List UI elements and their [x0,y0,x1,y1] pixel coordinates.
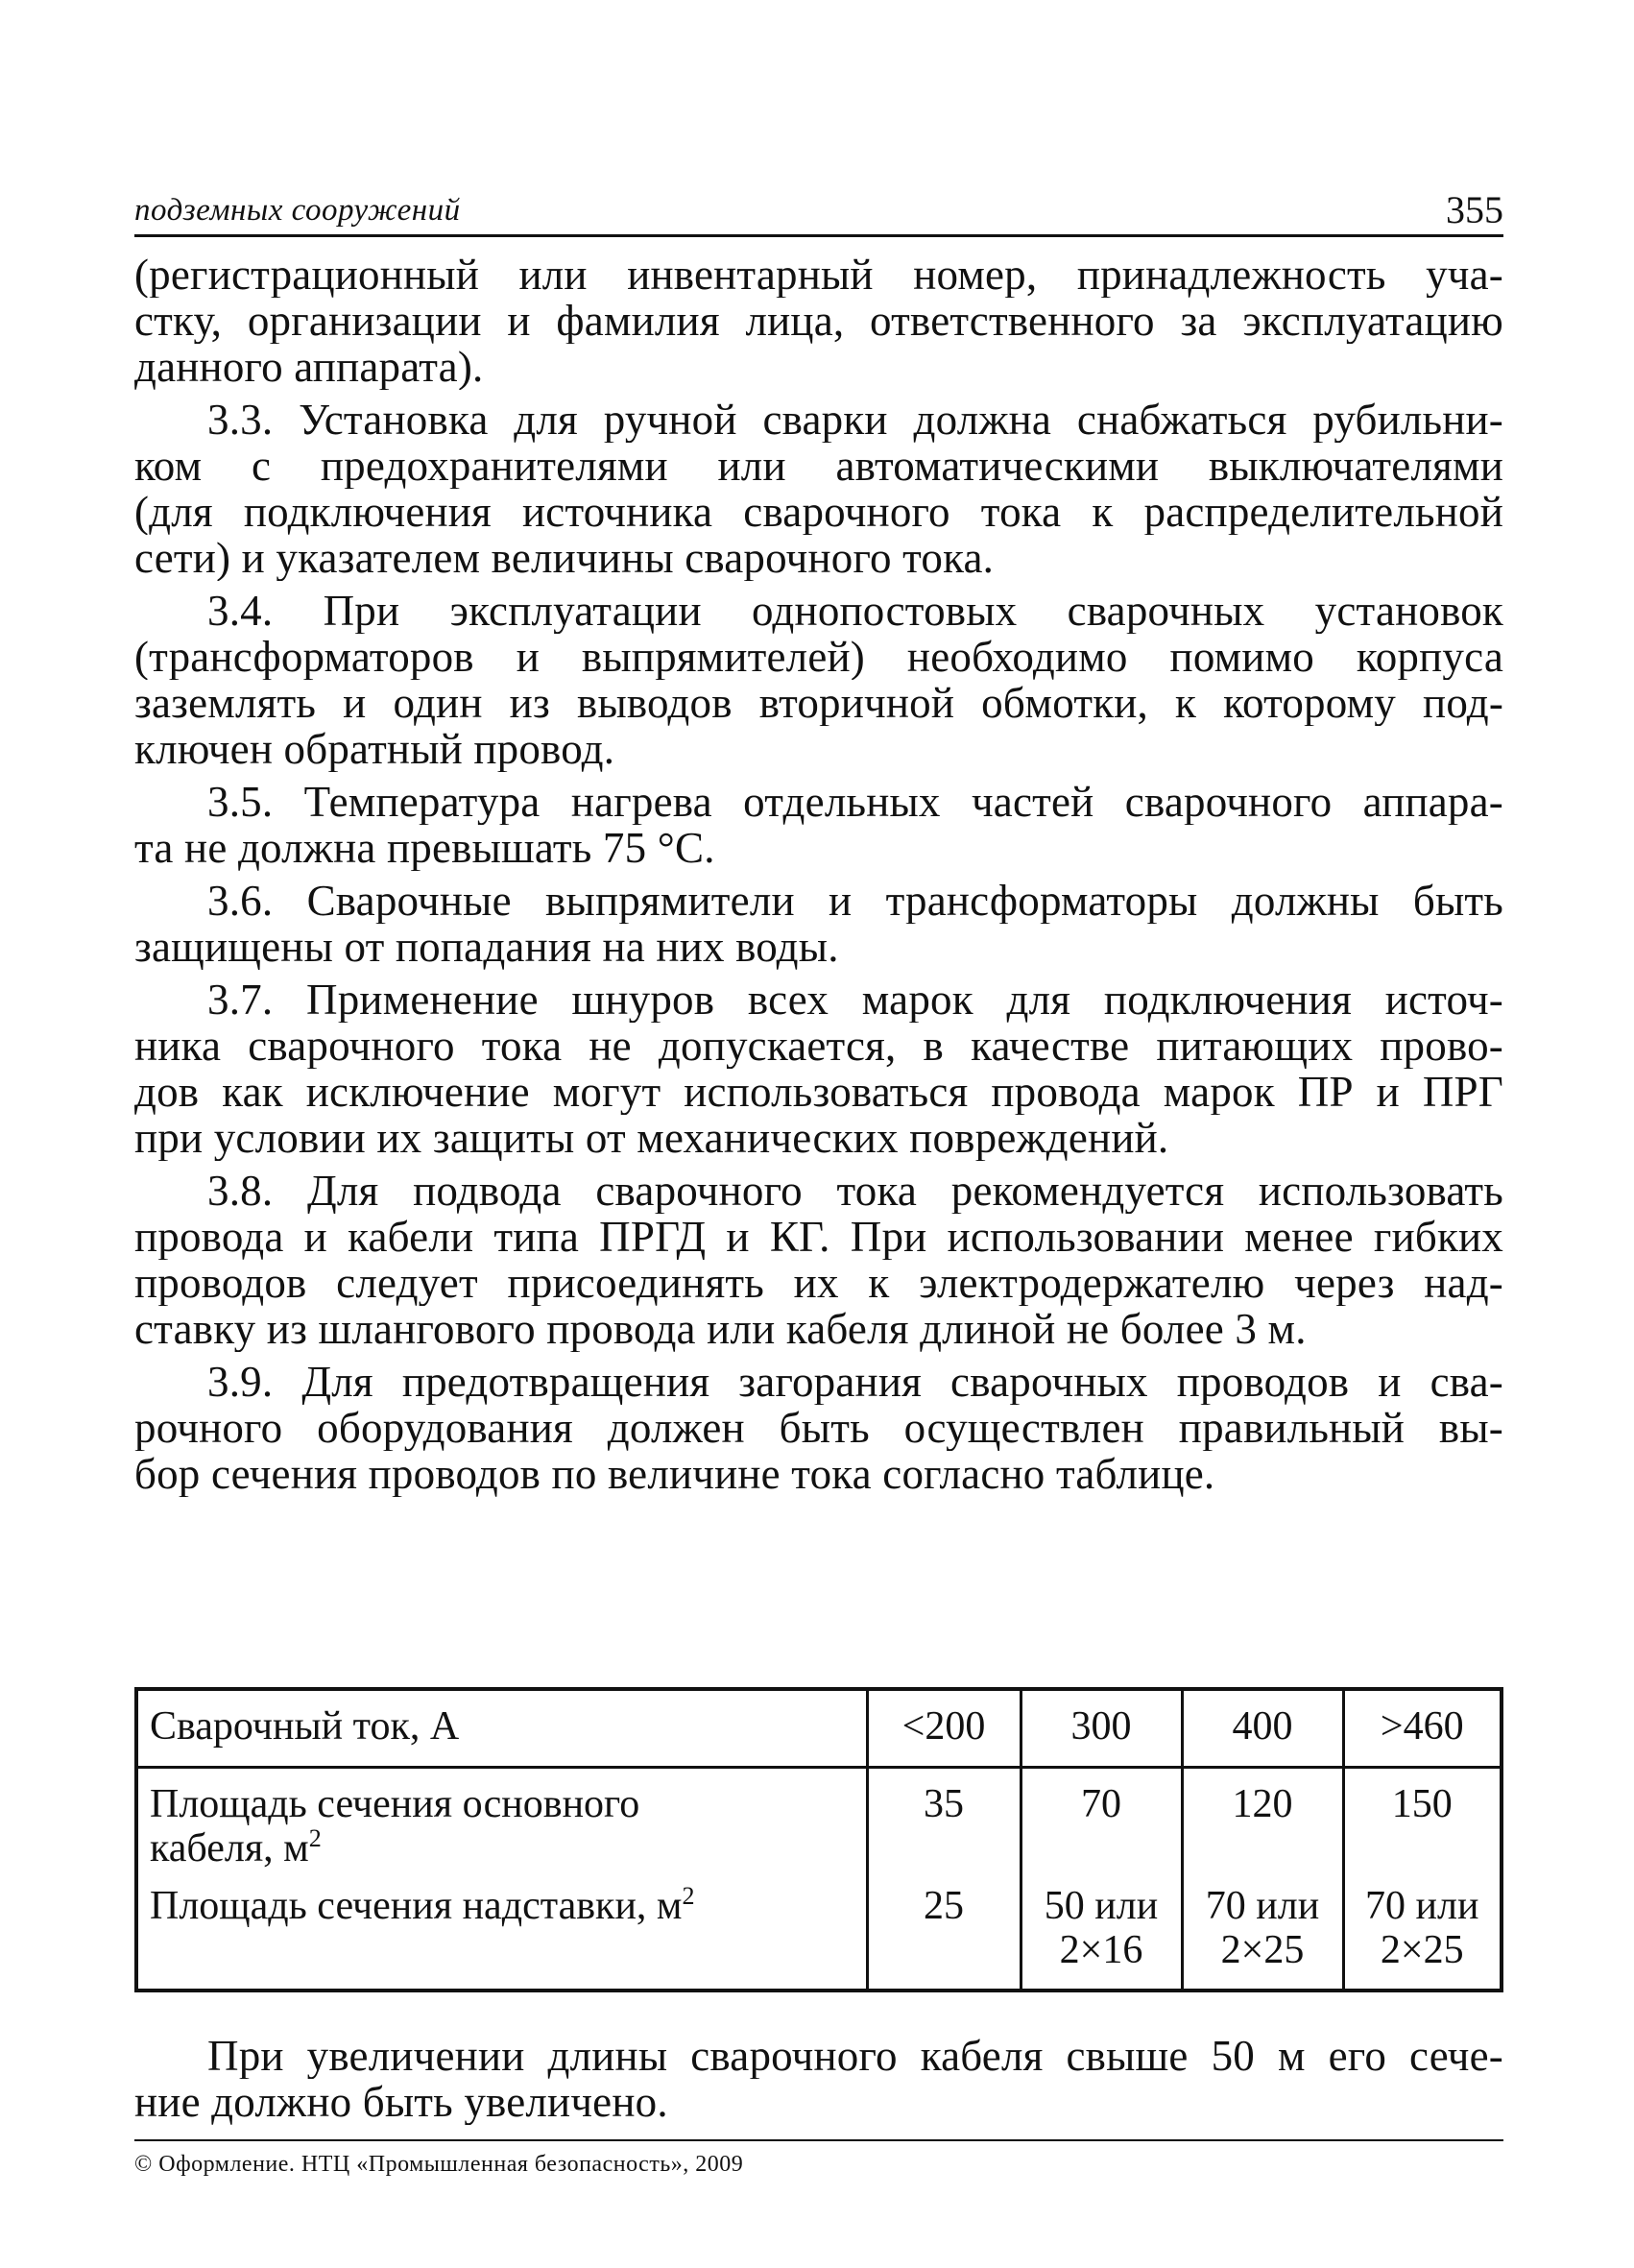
unit-exponent: 2 [682,1882,695,1910]
text-line: рочного оборудования должен быть осуществлен правильный вы- [134,1405,1503,1451]
text-line: 3.6. Сварочные выпрямители и трансформаторы должны быть [207,878,1503,924]
body-text [134,252,1503,1497]
text-line: провода и кабели типа ПРГД и КГ. При использовании менее гибких [134,1214,1503,1260]
current-value: >460 [1380,1704,1464,1749]
paragraph-3-6 [134,878,1503,970]
text-line: та не должна превышать 75 °С. [134,825,715,871]
running-head: подземных сооружений [134,193,461,228]
text-line: защищены от попадания на них воды. [134,924,839,970]
text-line: дов как исключение могут использоваться провода марок ПР и ПРГ [134,1069,1503,1115]
paragraph-3-9 [134,1359,1503,1497]
footer-rule [134,2139,1503,2141]
paragraph-3-3 [134,397,1503,581]
extension-value: 50 или [1044,1884,1159,1928]
row-label-main-cable-line1: Площадь сечения основного [150,1782,640,1826]
table-header-cell [1182,1691,1343,1768]
paragraph [134,252,1503,390]
text-line: (регистрационный или инвентарный номер, принадлежность уча- [134,252,1503,298]
text-line: ставку из шлангового провода или кабеля длиной не более 3 м. [134,1306,1307,1352]
table-cell [1021,1768,1182,1990]
extension-value: 70 или [1365,1884,1479,1928]
extension-value: 25 [924,1884,964,1928]
row-label-main-cable-line2 [150,1826,856,1870]
row-labels [138,1769,866,1928]
text-line: данного аппарата). [134,344,484,390]
text-line: ние должно быть увеличено. [134,2079,668,2125]
page-number: 355 [1446,188,1503,231]
extension-value-alt: 2×16 [1059,1928,1143,1972]
current-value: <200 [901,1704,986,1749]
table-header-cell [1021,1691,1182,1768]
copyright-notice: © Оформление. НТЦ «Промышленная безопасность», 2009 [134,2152,744,2177]
text-line: стку, организации и фамилия лица, ответственного за эксплуатацию [134,298,1503,344]
paragraph-3-8 [134,1168,1503,1352]
main-cable-value: 70 [1081,1782,1121,1826]
text-line: 3.4. При эксплуатации однопостовых сварочных установок [207,588,1503,634]
extension-value: 70 или [1205,1884,1320,1928]
unit-exponent: 2 [308,1824,322,1852]
table-body-row [138,1768,1500,1990]
spacer [1022,1826,1181,1870]
spacer [869,1826,1020,1870]
value-stack [1345,1769,1501,1972]
main-cable-value: 120 [1232,1782,1293,1826]
row-label-extension [150,1884,856,1928]
value-stack [1022,1769,1181,1972]
table-header-cell [138,1691,867,1768]
text-line: ком с предохранителями или автоматическими выключателями [134,443,1503,489]
text-line: бор сечения проводов по величине тока согласно таблице. [134,1451,1215,1497]
extension-value-alt: 2×25 [1220,1928,1305,1972]
text-line: заземлять и один из выводов вторичной обмотки, к которому под- [134,680,1503,726]
row-label-text: кабеля, м [150,1826,309,1870]
text-line: (для подключения источника сварочного тока к распределительной [134,489,1503,535]
text-line: при условии их защиты от механических повреждений. [134,1115,1169,1161]
current-value: 400 [1232,1704,1293,1749]
table-header-cell [867,1691,1021,1768]
extension-value-alt: 2×25 [1380,1928,1464,1972]
table-header-cell [1343,1691,1500,1768]
row-label-text: Площадь сечения надставки, м [150,1884,683,1928]
spacer [1184,1826,1342,1870]
text-line: 3.7. Применение шнуров всех марок для подключения источ- [207,977,1503,1023]
table-cell [1182,1768,1343,1990]
spacer [1345,1826,1501,1870]
header-label: Сварочный ток, А [150,1704,460,1749]
table [138,1691,1500,1989]
main-cable-value: 35 [924,1782,964,1826]
main-cable-value: 150 [1391,1782,1453,1826]
value-stack [1184,1769,1342,1972]
text-line: сети) и указателем величины сварочного тока. [134,535,995,581]
table-cell [138,1768,867,1990]
value-stack [869,1769,1020,1928]
text-line: При увеличении длины сварочного кабеля свыше 50 м его сече- [207,2033,1503,2079]
text-line: (трансформаторов и выпрямителей) необходимо помимо корпуса [134,634,1503,680]
paragraph-3-7 [134,977,1503,1161]
text-line: ника сварочного тока не допускается, в качестве питающих прово- [134,1023,1503,1069]
current-value: 300 [1070,1704,1132,1749]
page-header [134,184,1503,237]
table-cell [867,1768,1021,1990]
text-line: ключен обратный провод. [134,726,615,772]
cable-section-table [134,1687,1503,1992]
table-cell [1343,1768,1500,1990]
closing-paragraph [134,2033,1503,2125]
text-line: 3.5. Температура нагрева отдельных частей сварочного аппара- [207,779,1503,825]
text-line: 3.9. Для предотвращения загорания сварочных проводов и сва- [207,1359,1503,1405]
text-line: проводов следует присоединять их к электродержателю через над- [134,1260,1503,1306]
text-line: 3.3. Установка для ручной сварки должна снабжаться рубильни- [207,397,1503,443]
paragraph-3-4 [134,588,1503,772]
text-line: 3.8. Для подвода сварочного тока рекомендуется использовать [207,1168,1503,1214]
table-header-row [138,1691,1500,1768]
paragraph-3-5 [134,779,1503,871]
